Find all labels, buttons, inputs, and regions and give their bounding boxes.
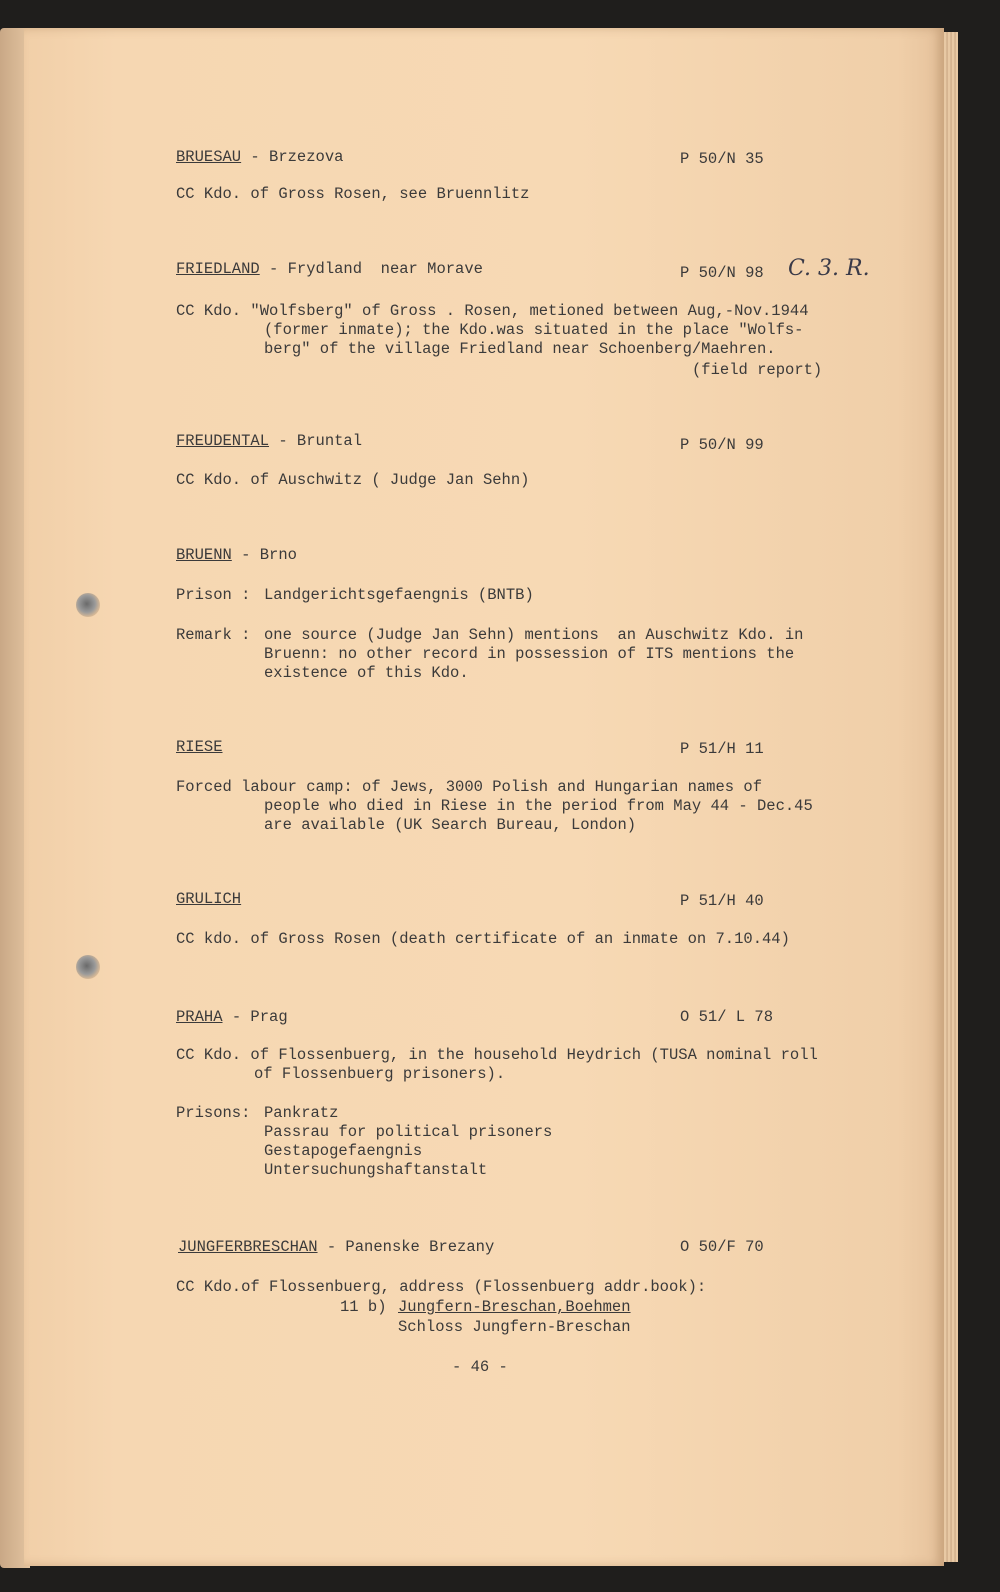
entry-prisons-label: Prisons:	[176, 1104, 251, 1122]
entry-prisons-item-1: Pankratz	[264, 1104, 339, 1122]
entry-address-line-1: Jungfern-Breschan,Boehmen	[398, 1298, 631, 1316]
punch-hole-lower	[76, 955, 100, 979]
handwritten-annotation: C. 3. R.	[788, 256, 870, 281]
entry-ref-friedland: P 50/N 98	[680, 264, 764, 282]
entry-ref-bruesau: P 50/N 35	[680, 150, 764, 168]
entry-text-freudental: CC Kdo. of Auschwitz ( Judge Jan Sehn)	[176, 471, 530, 489]
entry-ref-freudental: P 50/N 99	[680, 436, 764, 454]
page-number: - 46 -	[452, 1358, 508, 1376]
entry-ref-praha: O 51/ L 78	[680, 1008, 774, 1026]
entry-ref-grulich: P 51/H 40	[680, 892, 764, 910]
document-page	[24, 28, 944, 1566]
entry-text-praha-1: CC Kdo. of Flossenbuerg, in the household Heydrich (TUSA nominal roll	[176, 1046, 818, 1064]
entry-prison-text: Landgerichtsgefaengnis (BNTB)	[264, 586, 534, 604]
entry-remark-text-1: one source (Judge Jan Sehn) mentions an Auschwitz Kdo. in	[264, 626, 804, 644]
entry-heading-bruenn: BRUENN - Brno	[176, 546, 297, 564]
entry-text-riese-1: Forced labour camp: of Jews, 3000 Polish and Hungarian names of	[176, 778, 762, 796]
entry-text-jungferbreschan: CC Kdo.of Flossenbuerg, address (Flossenbuerg addr.book):	[176, 1278, 707, 1296]
entry-heading-freudental: FREUDENTAL - Bruntal	[176, 432, 363, 450]
entry-heading-praha: PRAHA - Prag	[176, 1008, 288, 1026]
entry-ref-riese: P 51/H 11	[680, 740, 764, 758]
entry-text-bruesau: CC Kdo. of Gross Rosen, see Bruennlitz	[176, 185, 530, 203]
entry-remark-text-2: Bruenn: no other record in possession of ITS mentions the	[264, 645, 795, 663]
punch-hole-upper	[76, 593, 100, 617]
entry-text-friedland-4: (field report)	[692, 361, 823, 379]
entry-remark-text-3: existence of this Kdo.	[264, 664, 469, 682]
entry-prisons-item-4: Untersuchungshaftanstalt	[264, 1161, 488, 1179]
entry-prisons-item-2: Passrau for political prisoners	[264, 1123, 553, 1141]
entry-text-riese-3: are available (UK Search Bureau, London)	[264, 816, 637, 834]
entry-text-friedland-3: berg" of the village Friedland near Schoenberg/Maehren.	[264, 340, 776, 358]
entry-text-praha-2: of Flossenbuerg prisoners).	[254, 1065, 506, 1083]
entry-remark-label: Remark :	[176, 626, 251, 644]
entry-heading-bruesau: BRUESAU - Brzezova	[176, 148, 344, 166]
entry-text-friedland-2: (former inmate); the Kdo.was situated in the place "Wolfs-	[264, 321, 804, 339]
entry-prisons-item-3: Gestapogefaengnis	[264, 1142, 423, 1160]
entry-text-friedland-1: CC Kdo. "Wolfsberg" of Gross . Rosen, metioned between Aug,-Nov.1944	[176, 302, 809, 320]
entry-heading-friedland: FRIEDLAND - Frydland near Morave	[176, 260, 483, 278]
entry-heading-grulich: GRULICH	[176, 890, 242, 908]
entry-text-grulich: CC kdo. of Gross Rosen (death certificate of an inmate on 7.10.44)	[176, 930, 790, 948]
entry-heading-jungferbreschan: JUNGFERBRESCHAN - Panenske Brezany	[178, 1238, 495, 1256]
entry-address-line-2: Schloss Jungfern-Breschan	[398, 1318, 631, 1336]
entry-ref-jungferbreschan: O 50/F 70	[680, 1238, 764, 1256]
entry-heading-riese: RIESE	[176, 738, 223, 756]
entry-text-riese-2: people who died in Riese in the period from May 44 - Dec.45	[264, 797, 813, 815]
entry-prison-label: Prison :	[176, 586, 251, 604]
entry-address-prefix: 11 b)	[340, 1298, 387, 1316]
